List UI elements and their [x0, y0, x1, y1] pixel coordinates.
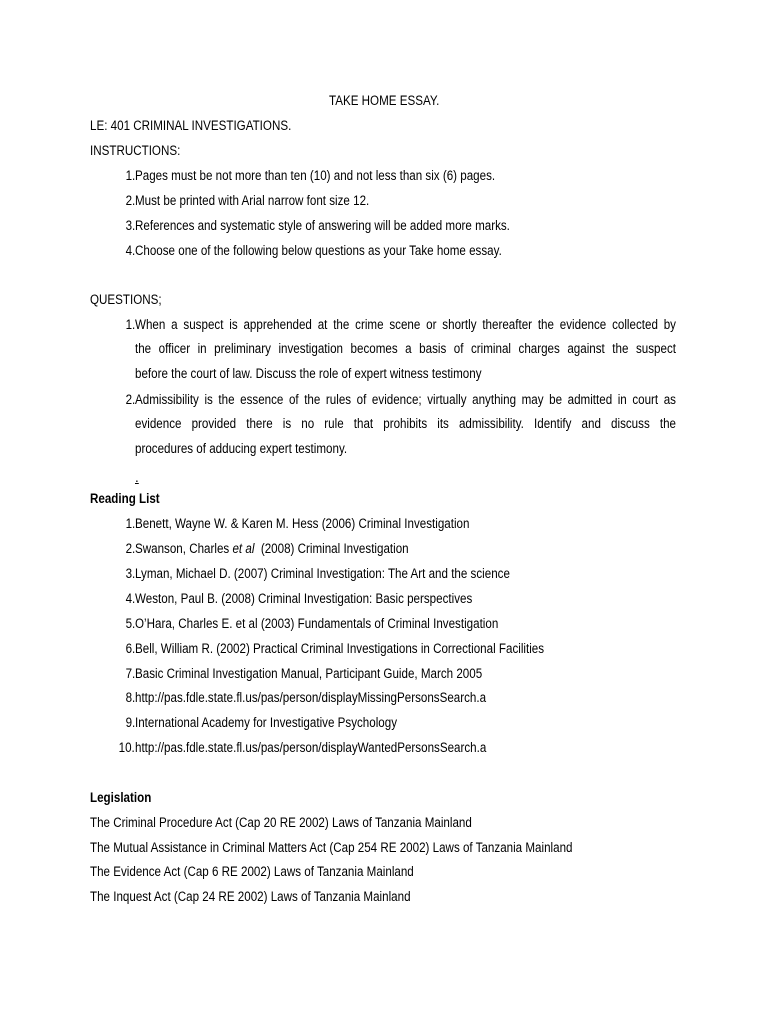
questions-heading: QUESTIONS;	[90, 292, 162, 307]
question-line: When a suspect is apprehended at the crime scene or shortly thereafter the evidence collected by	[135, 316, 676, 332]
question-number: 1.	[125, 317, 135, 332]
list-item	[110, 614, 135, 634]
list-item	[110, 738, 135, 758]
list-number: 1.	[125, 168, 135, 183]
italic-et-al: et al	[232, 541, 255, 556]
reference-text: Weston, Paul B. (2008) Criminal Investigation: Basic perspectives	[135, 591, 473, 606]
question-line: before the court of law. Discuss the role of expert witness testimony	[135, 366, 482, 382]
reference-link[interactable]: http://pas.fdle.state.fl.us/pas/person/displayMissingPersonsSearch.a	[135, 690, 487, 705]
reference-text: Lyman, Michael D. (2007) Criminal Investigation: The Art and the science	[135, 566, 510, 581]
list-number: 4.	[125, 243, 135, 258]
reference-text: International Academy for Investigative Psychology	[135, 715, 398, 730]
question-2-text	[135, 388, 676, 463]
question-line: the officer in preliminary investigation becomes a basis of criminal charges against the suspect	[135, 341, 676, 357]
list-item-text: References and systematic style of answering will be added more marks.	[135, 218, 510, 233]
legislation-item: The Inquest Act (Cap 24 RE 2002) Laws of Tanzania Mainland	[90, 889, 411, 904]
legislation-heading: Legislation	[90, 790, 152, 805]
list-number: 3.	[125, 218, 135, 233]
list-item-text: Choose one of the following below questions as your Take home essay.	[135, 243, 502, 258]
list-number: 10.	[118, 740, 135, 755]
list-number: 3.	[125, 566, 135, 581]
instructions-heading: INSTRUCTIONS:	[90, 143, 181, 158]
question-number: 2.	[125, 392, 135, 407]
list-number: 2.	[125, 541, 135, 556]
list-item	[110, 713, 135, 733]
list-item	[110, 639, 135, 659]
legislation-item: The Mutual Assistance in Criminal Matters Act (Cap 254 RE 2002) Laws of Tanzania Mainland	[90, 840, 573, 855]
list-item	[110, 564, 135, 584]
list-number: 6.	[125, 641, 135, 656]
list-item	[110, 589, 135, 609]
list-item-text: Must be printed with Arial narrow font size 12.	[135, 193, 370, 208]
list-number: 7.	[125, 666, 135, 681]
reading-list-heading: Reading List	[90, 491, 160, 506]
reference-text: Benett, Wayne W. & Karen M. Hess (2006) Criminal Investigation	[135, 516, 470, 531]
list-item	[110, 664, 135, 684]
question-line: evidence provided there is no rule that prohibits its admissibility. Identify and discuss the	[135, 416, 676, 432]
legislation-item: The Criminal Procedure Act (Cap 20 RE 2002) Laws of Tanzania Mainland	[90, 815, 472, 830]
list-item	[110, 216, 135, 236]
reference-text: Bell, William R. (2002) Practical Criminal Investigations in Correctional Facilities	[135, 641, 545, 656]
list-number: 2.	[125, 193, 135, 208]
list-number: 5.	[125, 616, 135, 631]
legislation-item: The Evidence Act (Cap 6 RE 2002) Laws of Tanzania Mainland	[90, 864, 414, 879]
question-line: procedures of adducing expert testimony.	[135, 441, 348, 457]
reference-text: O’Hara, Charles E. et al (2003) Fundamentals of Criminal Investigation	[135, 616, 499, 631]
list-number: 9.	[125, 715, 135, 730]
list-item-text: Pages must be not more than ten (10) and not less than six (6) pages.	[135, 168, 496, 183]
reference-text: Basic Criminal Investigation Manual, Participant Guide, March 2005	[135, 666, 483, 681]
list-item	[110, 688, 135, 708]
list-item	[110, 539, 135, 559]
list-number: 4.	[125, 591, 135, 606]
list-number: 1.	[125, 516, 135, 531]
question-1-text	[135, 313, 676, 388]
document-title: TAKE HOME ESSAY.	[328, 93, 440, 108]
course-code: LE: 401 CRIMINAL INVESTIGATIONS.	[90, 118, 292, 133]
list-item	[110, 191, 135, 211]
trailing-mark: .	[135, 470, 139, 485]
reference-text: Swanson, Charles et al (2008) Criminal Investigation	[135, 541, 409, 556]
reference-link[interactable]: http://pas.fdle.state.fl.us/pas/person/displayWantedPersonsSearch.a	[135, 740, 487, 755]
list-item	[110, 514, 135, 534]
list-item	[110, 241, 135, 261]
question-line: Admissibility is the essence of the rules of evidence; virtually anything may be admitted in court as	[135, 391, 676, 407]
list-item	[110, 166, 135, 186]
list-number: 8.	[125, 690, 135, 705]
